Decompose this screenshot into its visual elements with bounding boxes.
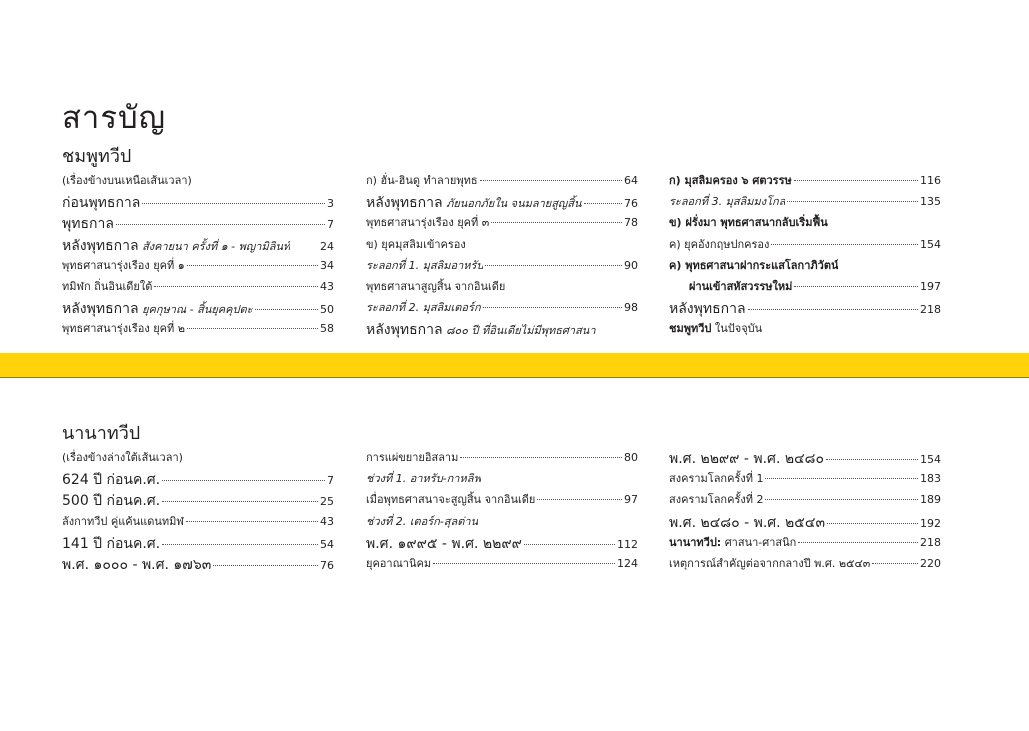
toc-entry[interactable] <box>366 235 638 256</box>
dot-leader <box>872 563 918 564</box>
toc-entry[interactable] <box>366 469 638 490</box>
toc-entry[interactable] <box>669 277 941 298</box>
toc-entry[interactable] <box>366 192 638 213</box>
toc-entry-title: ค) ยุคอังกฤษปกครอง <box>669 237 770 251</box>
toc-entry-subtitle: ศาสนา-ศาสนิก <box>724 535 797 549</box>
toc-entry[interactable] <box>669 448 941 469</box>
toc-entry[interactable] <box>669 554 941 575</box>
toc-entry[interactable] <box>669 171 941 192</box>
page-number: 76 <box>320 558 334 572</box>
toc-entry[interactable] <box>62 448 334 469</box>
toc-entry-title: 141 ปี ก่อนค.ศ. <box>62 535 161 552</box>
page-number: 135 <box>920 195 941 209</box>
page-number: 192 <box>920 516 941 530</box>
toc-entry[interactable] <box>366 171 638 192</box>
toc-entry-title: 500 ปี ก่อนค.ศ. <box>62 493 161 510</box>
toc-entry[interactable] <box>669 490 941 511</box>
dot-leader <box>116 224 325 225</box>
toc-entry-title: หลังพุทธกาล <box>366 195 443 212</box>
section-heading-nana: นานาทวีป <box>62 423 141 444</box>
dot-leader <box>491 222 622 223</box>
dot-leader <box>787 201 918 202</box>
page-number: 218 <box>920 535 941 549</box>
toc-entry-title: ผ่านเข้าสหัสวรรษใหม่ <box>689 279 793 293</box>
toc-entry[interactable] <box>366 533 638 554</box>
page-number: 183 <box>920 472 941 486</box>
toc-entry-title: ชมพูทวีป <box>669 322 712 336</box>
toc-entry[interactable] <box>366 448 638 469</box>
toc-entry[interactable] <box>669 469 941 490</box>
toc-entry[interactable] <box>366 512 638 533</box>
page-number: 112 <box>617 537 638 551</box>
toc-entry-title: ข) ฝรั่งมา พุทธศาสนากลับเริ่มฟื้น <box>669 216 828 230</box>
toc-entry-title: เหตุการณ์สำคัญต่อจากกลางปี พ.ศ. ๒๕๔๓ <box>669 556 871 570</box>
toc-entry-title: ยุคอาณานิคม <box>366 556 432 570</box>
toc-entry-title: ก่อนพุทธกาล <box>62 195 141 212</box>
toc-entry-title: (เรื่องข้างล่างใต้เส้นเวลา) <box>62 451 183 464</box>
page-number: 80 <box>624 451 638 464</box>
toc-entry[interactable] <box>366 256 638 277</box>
toc-entry-title: พ.ศ. ๑๐๐๐ - พ.ศ. ๑๗๖๓ <box>62 556 212 573</box>
page-number: 7 <box>327 474 334 488</box>
toc-entry-title: ช่วงที่ 2. เตอร์ก-สุลต่าน <box>366 514 479 528</box>
toc-entry-title: การแผ่ขยายอิสลาม <box>366 451 459 464</box>
dot-leader <box>748 309 918 310</box>
toc-entry[interactable] <box>669 319 941 340</box>
dot-leader <box>826 459 918 460</box>
toc-entry-title: สงครามโลกครั้งที่ 2 <box>669 493 764 507</box>
page-number: 197 <box>920 279 941 293</box>
toc-entry[interactable] <box>366 319 638 340</box>
toc-entry[interactable] <box>62 235 334 256</box>
page-number: 50 <box>320 303 334 317</box>
toc-entry[interactable] <box>366 490 638 511</box>
toc-entry-title: หลังพุทธกาล <box>62 237 139 254</box>
toc-column <box>366 171 638 341</box>
dot-leader <box>765 499 918 500</box>
dot-leader <box>460 457 622 458</box>
toc-entry-title: หลังพุทธกาล <box>62 301 139 318</box>
page-number: 64 <box>624 174 638 187</box>
toc-entry[interactable] <box>366 554 638 575</box>
toc-entry-subtitle: ยุคกุษาณ - สิ้นยุคคุปตะ <box>142 303 253 317</box>
toc-entry-title: เมื่อพุทธศาสนาจะสูญสิ้น จากอินเดีย <box>366 493 536 507</box>
page-number: 43 <box>320 279 334 293</box>
page-number: 25 <box>320 495 334 509</box>
toc-entry-title: พ.ศ. ๒๔๘๐ - พ.ศ. ๒๕๔๓ <box>669 514 826 531</box>
toc-column <box>669 171 941 341</box>
page-number: 218 <box>920 303 941 317</box>
page-number: 124 <box>617 556 638 570</box>
toc-entry-title: ลังกาทวีป คู่แค้นแดนทมิฬ <box>62 514 184 528</box>
toc-entry-title: ก) มุสลิมครอง ๖ ศตวรรษ <box>669 174 792 187</box>
toc-entry[interactable] <box>62 533 334 554</box>
toc-entry-title: สงครามโลกครั้งที่ 1 <box>669 472 764 486</box>
page-number: 7 <box>327 218 334 232</box>
toc-entry-subtitle: ๘๐๐ ปี ที่อินเดียไม่มีพุทธศาสนา <box>446 324 596 338</box>
toc-entry-title: ระลอกที่ 3. มุสลิมมงโกล <box>669 195 786 209</box>
page-number: 220 <box>920 556 941 570</box>
toc-entry[interactable] <box>669 298 941 319</box>
dot-leader <box>162 480 325 481</box>
toc-column <box>366 448 638 575</box>
toc-entry-title: นานาทวีป: <box>669 535 722 549</box>
toc-entry[interactable] <box>62 319 334 340</box>
page-number: 43 <box>320 514 334 528</box>
toc-entry-title: ช่วงที่ 1. อาหรับ-กาหลิฟ <box>366 472 482 486</box>
toc-entry-title: ก) ฮั่น-ฮินดู ทำลายพุทธ <box>366 174 478 187</box>
toc-entry-title: หลังพุทธกาล <box>366 322 443 339</box>
toc-column <box>669 448 941 575</box>
toc-entry[interactable] <box>62 192 334 213</box>
page-number: 154 <box>920 453 941 466</box>
section-heading-chomphu: ชมพูทวีป <box>62 146 132 167</box>
toc-entry-title: ค) พุทธศาสนาฝากระแสโลกาภิวัตน์ <box>669 258 839 272</box>
toc-entry[interactable] <box>62 256 334 277</box>
dot-leader <box>433 563 615 564</box>
toc-entry[interactable] <box>62 469 334 490</box>
dot-leader <box>480 180 622 181</box>
toc-entry-title: ระลอกที่ 2. มุสลิมเตอร์ก <box>366 301 481 315</box>
toc-entry-subtitle: สังคายนา ครั้งที่ ๑ - พญามิลินท์ <box>142 239 291 253</box>
toc-entry-title: พุทธกาล <box>62 216 114 233</box>
toc-entry[interactable] <box>669 533 941 554</box>
toc-entry-title: พุทธศาสนารุ่งเรือง ยุคที่ ๒ <box>62 322 186 336</box>
toc-entry-title: 624 ปี ก่อนค.ศ. <box>62 472 161 489</box>
toc-entry[interactable] <box>366 213 638 234</box>
dot-leader <box>827 523 918 524</box>
page-number: 58 <box>320 322 334 336</box>
dot-leader <box>187 328 318 329</box>
toc-entry-title: ระลอกที่ 1. มุสลิมอาหรับ <box>366 258 484 272</box>
toc-entry[interactable] <box>62 277 334 298</box>
page-number: 78 <box>624 216 638 230</box>
toc-entry-title: พุทธศาสนารุ่งเรือง ยุคที่ ๑ <box>62 258 185 272</box>
toc-entry-title: พุทธศาสนารุ่งเรือง ยุคที่ ๓ <box>366 216 490 230</box>
dot-leader <box>213 565 318 566</box>
toc-column <box>62 448 334 575</box>
dot-leader <box>537 499 622 500</box>
toc-column <box>62 171 334 341</box>
toc-entry[interactable] <box>62 171 334 192</box>
toc-entry-title: พ.ศ. ๑๙๙๕ - พ.ศ. ๒๒๙๙ <box>366 535 522 552</box>
page-number: 24 <box>320 239 334 253</box>
dot-leader <box>485 265 622 266</box>
toc-entry[interactable] <box>669 213 941 234</box>
dot-leader <box>765 478 918 479</box>
dot-leader <box>584 203 622 204</box>
dot-leader <box>186 521 318 522</box>
toc-entry-title: ข) ยุคมุสลิมเข้าครอง <box>366 237 466 251</box>
toc-entry[interactable] <box>62 512 334 533</box>
dot-leader <box>524 544 615 545</box>
dot-leader <box>794 180 918 181</box>
dot-leader <box>771 244 918 245</box>
toc-entry[interactable] <box>669 235 941 256</box>
dot-leader <box>483 307 622 308</box>
toc-entry[interactable] <box>366 277 638 298</box>
yellow-divider-band <box>0 353 1029 378</box>
page-number: 54 <box>320 537 334 551</box>
toc-entry-title: (เรื่องข้างบนเหนือเส้นเวลา) <box>62 174 192 187</box>
toc-entry-subtitle: ในปัจจุบัน <box>714 322 763 336</box>
toc-entry[interactable] <box>669 512 941 533</box>
page-number: 34 <box>320 258 334 272</box>
page-title: สารบัญ <box>62 100 167 136</box>
dot-leader <box>162 544 318 545</box>
page-number: 116 <box>920 174 941 187</box>
page-number: 76 <box>624 197 638 211</box>
page-number: 154 <box>920 237 941 251</box>
toc-entry[interactable] <box>62 490 334 511</box>
toc-entry[interactable] <box>669 256 941 277</box>
page-number: 3 <box>327 197 334 211</box>
toc-entry[interactable] <box>669 192 941 213</box>
toc-entry[interactable] <box>62 213 334 234</box>
toc-entry[interactable] <box>62 554 334 575</box>
dot-leader <box>142 203 325 204</box>
toc-entry[interactable] <box>366 298 638 319</box>
dot-leader <box>162 501 318 502</box>
dot-leader <box>255 309 318 310</box>
dot-leader <box>798 542 918 543</box>
dot-leader <box>187 265 318 266</box>
dot-leader <box>794 286 918 287</box>
toc-entry[interactable] <box>62 298 334 319</box>
page-number: 189 <box>920 493 941 507</box>
page-number: 98 <box>624 301 638 315</box>
dot-leader <box>154 286 318 287</box>
toc-entry-title: ทมิฬก ถิ่นอินเดียใต้ <box>62 279 153 293</box>
page-number: 97 <box>624 493 638 507</box>
toc-entry-title: หลังพุทธกาล <box>669 301 746 318</box>
page-number: 90 <box>624 258 638 272</box>
toc-entry-subtitle: ภัยนอกภัยใน จนมลายสูญสิ้น <box>446 197 582 211</box>
toc-entry-title: พุทธศาสนาสูญสิ้น จากอินเดีย <box>366 279 506 293</box>
toc-entry-title: พ.ศ. ๒๒๙๙ - พ.ศ. ๒๔๘๐ <box>669 451 825 467</box>
